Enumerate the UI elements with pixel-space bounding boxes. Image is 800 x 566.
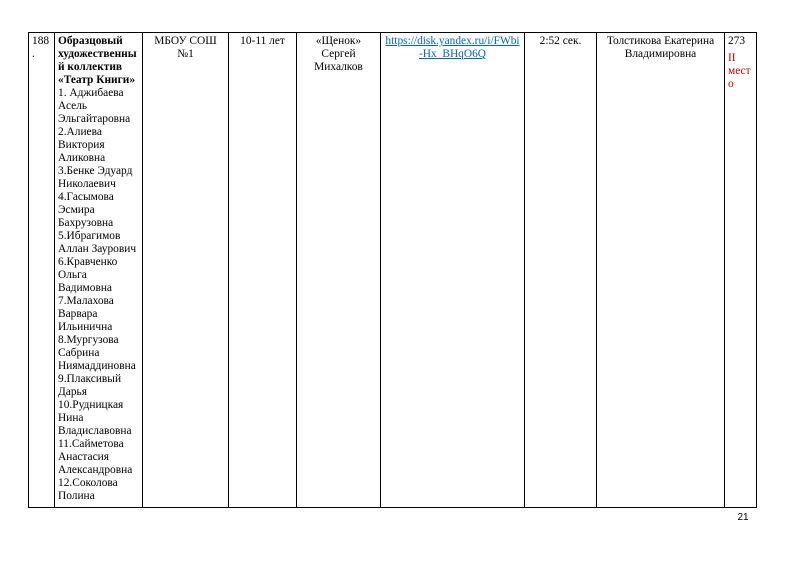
result-cell bbox=[725, 33, 757, 508]
video-link[interactable]: https://disk.yandex.ru/i/FWbi-Hx_BHqO6Q bbox=[385, 35, 520, 60]
member-item: 7.Малахова Варвара Ильинична bbox=[58, 295, 114, 333]
member-item: 2.Алиева Виктория Аликовна bbox=[58, 126, 106, 164]
member-item: 4.Гасымова Эсмира Бахрузовна bbox=[58, 191, 114, 229]
score: 273 bbox=[728, 35, 746, 47]
age-group: 10-11 лет bbox=[240, 35, 285, 47]
member-item: 1. Аджибаева Асель Эльгайтаровна bbox=[58, 87, 131, 125]
place-award: II место bbox=[728, 52, 751, 90]
teacher-cell bbox=[597, 33, 725, 508]
duration: 2:52 сек. bbox=[539, 35, 582, 47]
duration-cell bbox=[525, 33, 597, 508]
row-number: 188. bbox=[32, 35, 50, 60]
group-title: Образцовый художественны й коллектив «Театр Книги» bbox=[58, 35, 137, 86]
school-name: МБОУ СОШ №1 bbox=[154, 35, 217, 60]
work-title: «Щенок» Сергей Михалков bbox=[314, 35, 363, 73]
results-table bbox=[28, 32, 757, 508]
age-cell bbox=[229, 33, 297, 508]
school-cell bbox=[143, 33, 229, 508]
page-number: 21 bbox=[737, 512, 749, 523]
member-item: 12.Соколова Полина bbox=[58, 477, 118, 502]
member-item: 11.Сайметова Анастасия Александровна bbox=[58, 438, 133, 476]
work-cell bbox=[297, 33, 381, 508]
members-list bbox=[58, 87, 139, 503]
member-item: 8.Мургузова Сабрина Ниямаддиновна bbox=[58, 334, 136, 372]
participants-cell bbox=[55, 33, 143, 508]
link-cell bbox=[381, 33, 525, 508]
member-item: 10.Рудницкая Нина Владиславовна bbox=[58, 399, 132, 437]
row-number-cell bbox=[29, 33, 55, 508]
table-row bbox=[29, 33, 757, 508]
member-item: 3.Бенке Эдуард Николаевич bbox=[58, 165, 133, 190]
member-item: 5.Ибрагимов Аллан Заурович bbox=[58, 230, 137, 255]
member-item: 6.Кравченко Ольга Вадимовна bbox=[58, 256, 118, 294]
member-item: 9.Плаксивый Дарья bbox=[58, 373, 122, 398]
teacher-name: Толстикова Екатерина Владимировна bbox=[606, 35, 715, 60]
